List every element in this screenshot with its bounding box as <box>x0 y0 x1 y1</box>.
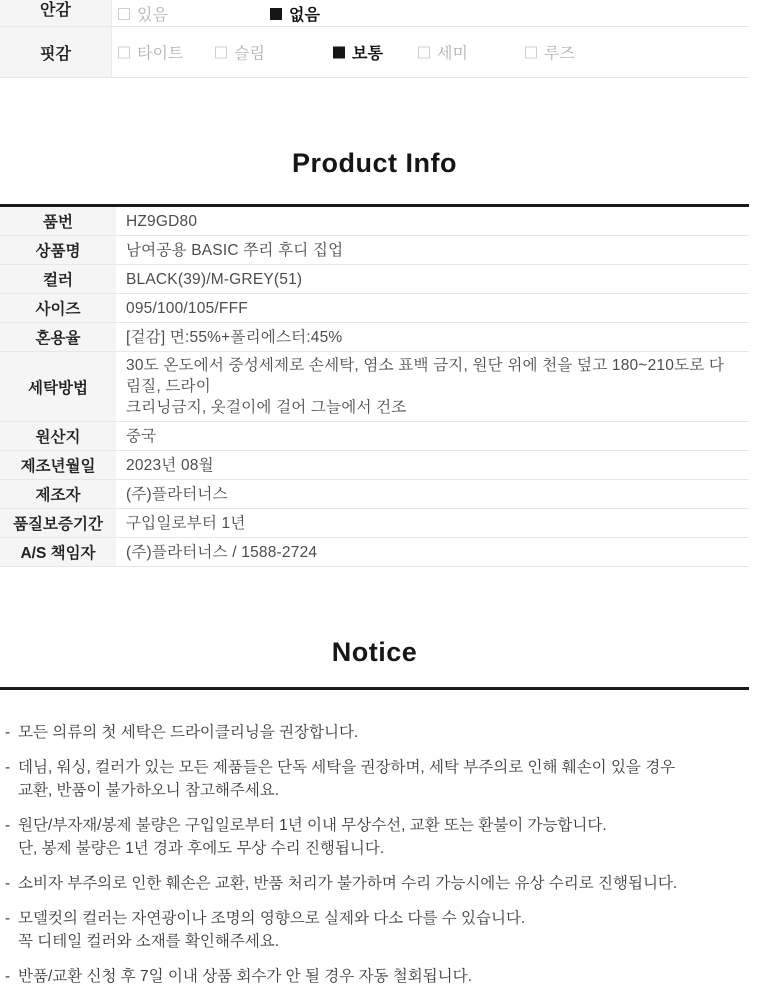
lining-option-yes <box>118 2 168 25</box>
fit-option-tight <box>118 41 183 64</box>
row-value-line: 중국 <box>126 427 157 445</box>
fit-options <box>112 27 749 77</box>
lining-option-no <box>270 2 320 25</box>
notice-line: 반품/교환 신청 후 7일 이내 상품 회수가 안 될 경우 자동 철회됩니다. <box>18 968 472 985</box>
notice-text <box>18 756 675 802</box>
notice-list <box>0 687 749 988</box>
row-value-line: HZ9GD80 <box>126 212 198 230</box>
dash-bullet: - <box>5 759 11 776</box>
row-value <box>116 265 749 293</box>
attribute-row-lining <box>0 0 749 27</box>
fit-option-loose <box>525 41 575 64</box>
table-row-warranty <box>0 509 749 538</box>
product-info-table <box>0 204 749 567</box>
notice-line: 단, 봉제 불량은 1년 경과 후에도 무상 수리 진행됩니다. <box>18 840 385 857</box>
table-row-as-manager <box>0 538 749 567</box>
notice-title: Notice <box>331 637 418 667</box>
row-value <box>116 480 749 508</box>
notice-item <box>5 721 749 744</box>
notice-item <box>5 872 749 895</box>
table-row-size <box>0 294 749 323</box>
notice-line: 교환, 반품이 불가하오니 참고해주세요. <box>18 782 280 799</box>
row-value-line: 크리닝금지, 옷걸이에 걸어 그늘에서 건조 <box>126 399 407 416</box>
table-row-washing <box>0 352 749 422</box>
row-label: 상품명 <box>0 236 116 264</box>
fit-option-regular-label: 보통 <box>352 45 383 63</box>
table-row-color <box>0 265 749 294</box>
row-value <box>116 422 749 450</box>
fit-row-label: 핏감 <box>0 27 112 77</box>
notice-line: 데님, 워싱, 컬러가 있는 모든 제품들은 단독 세탁을 권장하며, 세탁 부주의로 인해 훼손이 있을 경우 <box>18 759 676 776</box>
row-label: 세탁방법 <box>0 352 116 421</box>
row-value-line: 남여공용 BASIC 쭈리 후디 집업 <box>126 241 344 259</box>
notice-item <box>5 756 749 802</box>
notice-item <box>5 965 749 988</box>
checkbox-unchecked-icon <box>215 46 227 58</box>
row-label: 제조자 <box>0 480 116 508</box>
attribute-table <box>0 0 749 78</box>
table-row-fabric-mix <box>0 323 749 352</box>
product-info-title: Product Info <box>292 148 457 178</box>
row-value <box>116 294 749 322</box>
notice-line: 모든 의류의 첫 세탁은 드라이클리닝을 권장합니다. <box>18 724 359 741</box>
dash-bullet: - <box>5 875 11 892</box>
row-value <box>116 352 749 421</box>
row-label: A/S 책임자 <box>0 538 116 566</box>
checkbox-unchecked-icon <box>118 8 130 20</box>
row-value-line: (주)플라터너스 <box>126 485 228 503</box>
checkbox-checked-icon <box>270 8 282 20</box>
notice-text <box>18 814 607 860</box>
fit-option-loose-label: 루즈 <box>544 45 575 63</box>
fit-option-tight-label: 타이트 <box>137 45 184 63</box>
lining-option-no-label: 없음 <box>289 7 320 24</box>
lining-row-label: 안감 <box>0 0 112 26</box>
notice-item <box>5 814 749 860</box>
row-value <box>116 236 749 264</box>
row-value-line: 구입일로부터 1년 <box>126 514 246 532</box>
row-label: 컬러 <box>0 265 116 293</box>
checkbox-unchecked-icon <box>525 46 537 58</box>
row-label: 제조년월일 <box>0 451 116 479</box>
fit-option-semi <box>418 41 468 64</box>
notice-text <box>18 872 677 895</box>
notice-line: 모델컷의 컬러는 자연광이나 조명의 영향으로 실제와 다소 다를 수 있습니다. <box>18 910 526 927</box>
row-value <box>116 538 749 566</box>
notice-line: 소비자 부주의로 인한 훼손은 교환, 반품 처리가 불가하며 수리 가능시에는 유상 수리로 진행됩니다. <box>18 875 678 892</box>
row-value-line: BLACK(39)/M-GREY(51) <box>126 270 303 288</box>
fit-option-regular <box>333 41 383 64</box>
table-row-product-name <box>0 236 749 265</box>
fit-option-slim-label: 슬림 <box>234 45 265 63</box>
notice-text <box>18 965 472 988</box>
notice-line: 원단/부자재/봉제 불량은 구입일로부터 1년 이내 무상수선, 교환 또는 환불이 가능합니다. <box>18 817 607 834</box>
notice-text <box>18 721 358 744</box>
row-value <box>116 207 749 235</box>
lining-option-yes-label: 있음 <box>137 7 168 24</box>
attribute-row-fit <box>0 27 749 78</box>
dash-bullet: - <box>5 817 11 834</box>
dash-bullet: - <box>5 724 11 741</box>
table-row-item-number <box>0 207 749 236</box>
dash-bullet: - <box>5 968 11 985</box>
dash-bullet: - <box>5 910 11 927</box>
row-value-line: 30도 온도에서 중성세제로 손세탁, 염소 표백 금지, 원단 위에 천을 덮고 180~210도로 다림질, 드라이 <box>126 357 725 395</box>
row-value-line: [겉감] 면:55%+폴리에스터:45% <box>126 328 343 346</box>
fit-option-slim <box>215 41 265 64</box>
notice-item <box>5 907 749 953</box>
row-label: 원산지 <box>0 422 116 450</box>
row-value-line: (주)플라터너스 / 1588-2724 <box>126 543 318 561</box>
row-label: 사이즈 <box>0 294 116 322</box>
checkbox-unchecked-icon <box>118 46 130 58</box>
table-row-origin <box>0 422 749 451</box>
row-value-line: 095/100/105/FFF <box>126 299 248 317</box>
checkbox-checked-icon <box>333 46 345 58</box>
fit-option-semi-label: 세미 <box>437 45 468 63</box>
row-value-line: 2023년 08월 <box>126 456 214 474</box>
lining-options <box>112 0 749 26</box>
row-label: 혼용율 <box>0 323 116 351</box>
row-value <box>116 323 749 351</box>
table-row-manufacturer <box>0 480 749 509</box>
notice-text <box>18 907 525 953</box>
row-label: 품번 <box>0 207 116 235</box>
row-label: 품질보증기간 <box>0 509 116 537</box>
table-row-manufacture-date <box>0 451 749 480</box>
checkbox-unchecked-icon <box>418 46 430 58</box>
notice-line: 꼭 디테일 컬러와 소재를 확인해주세요. <box>18 933 280 950</box>
row-value <box>116 509 749 537</box>
row-value <box>116 451 749 479</box>
